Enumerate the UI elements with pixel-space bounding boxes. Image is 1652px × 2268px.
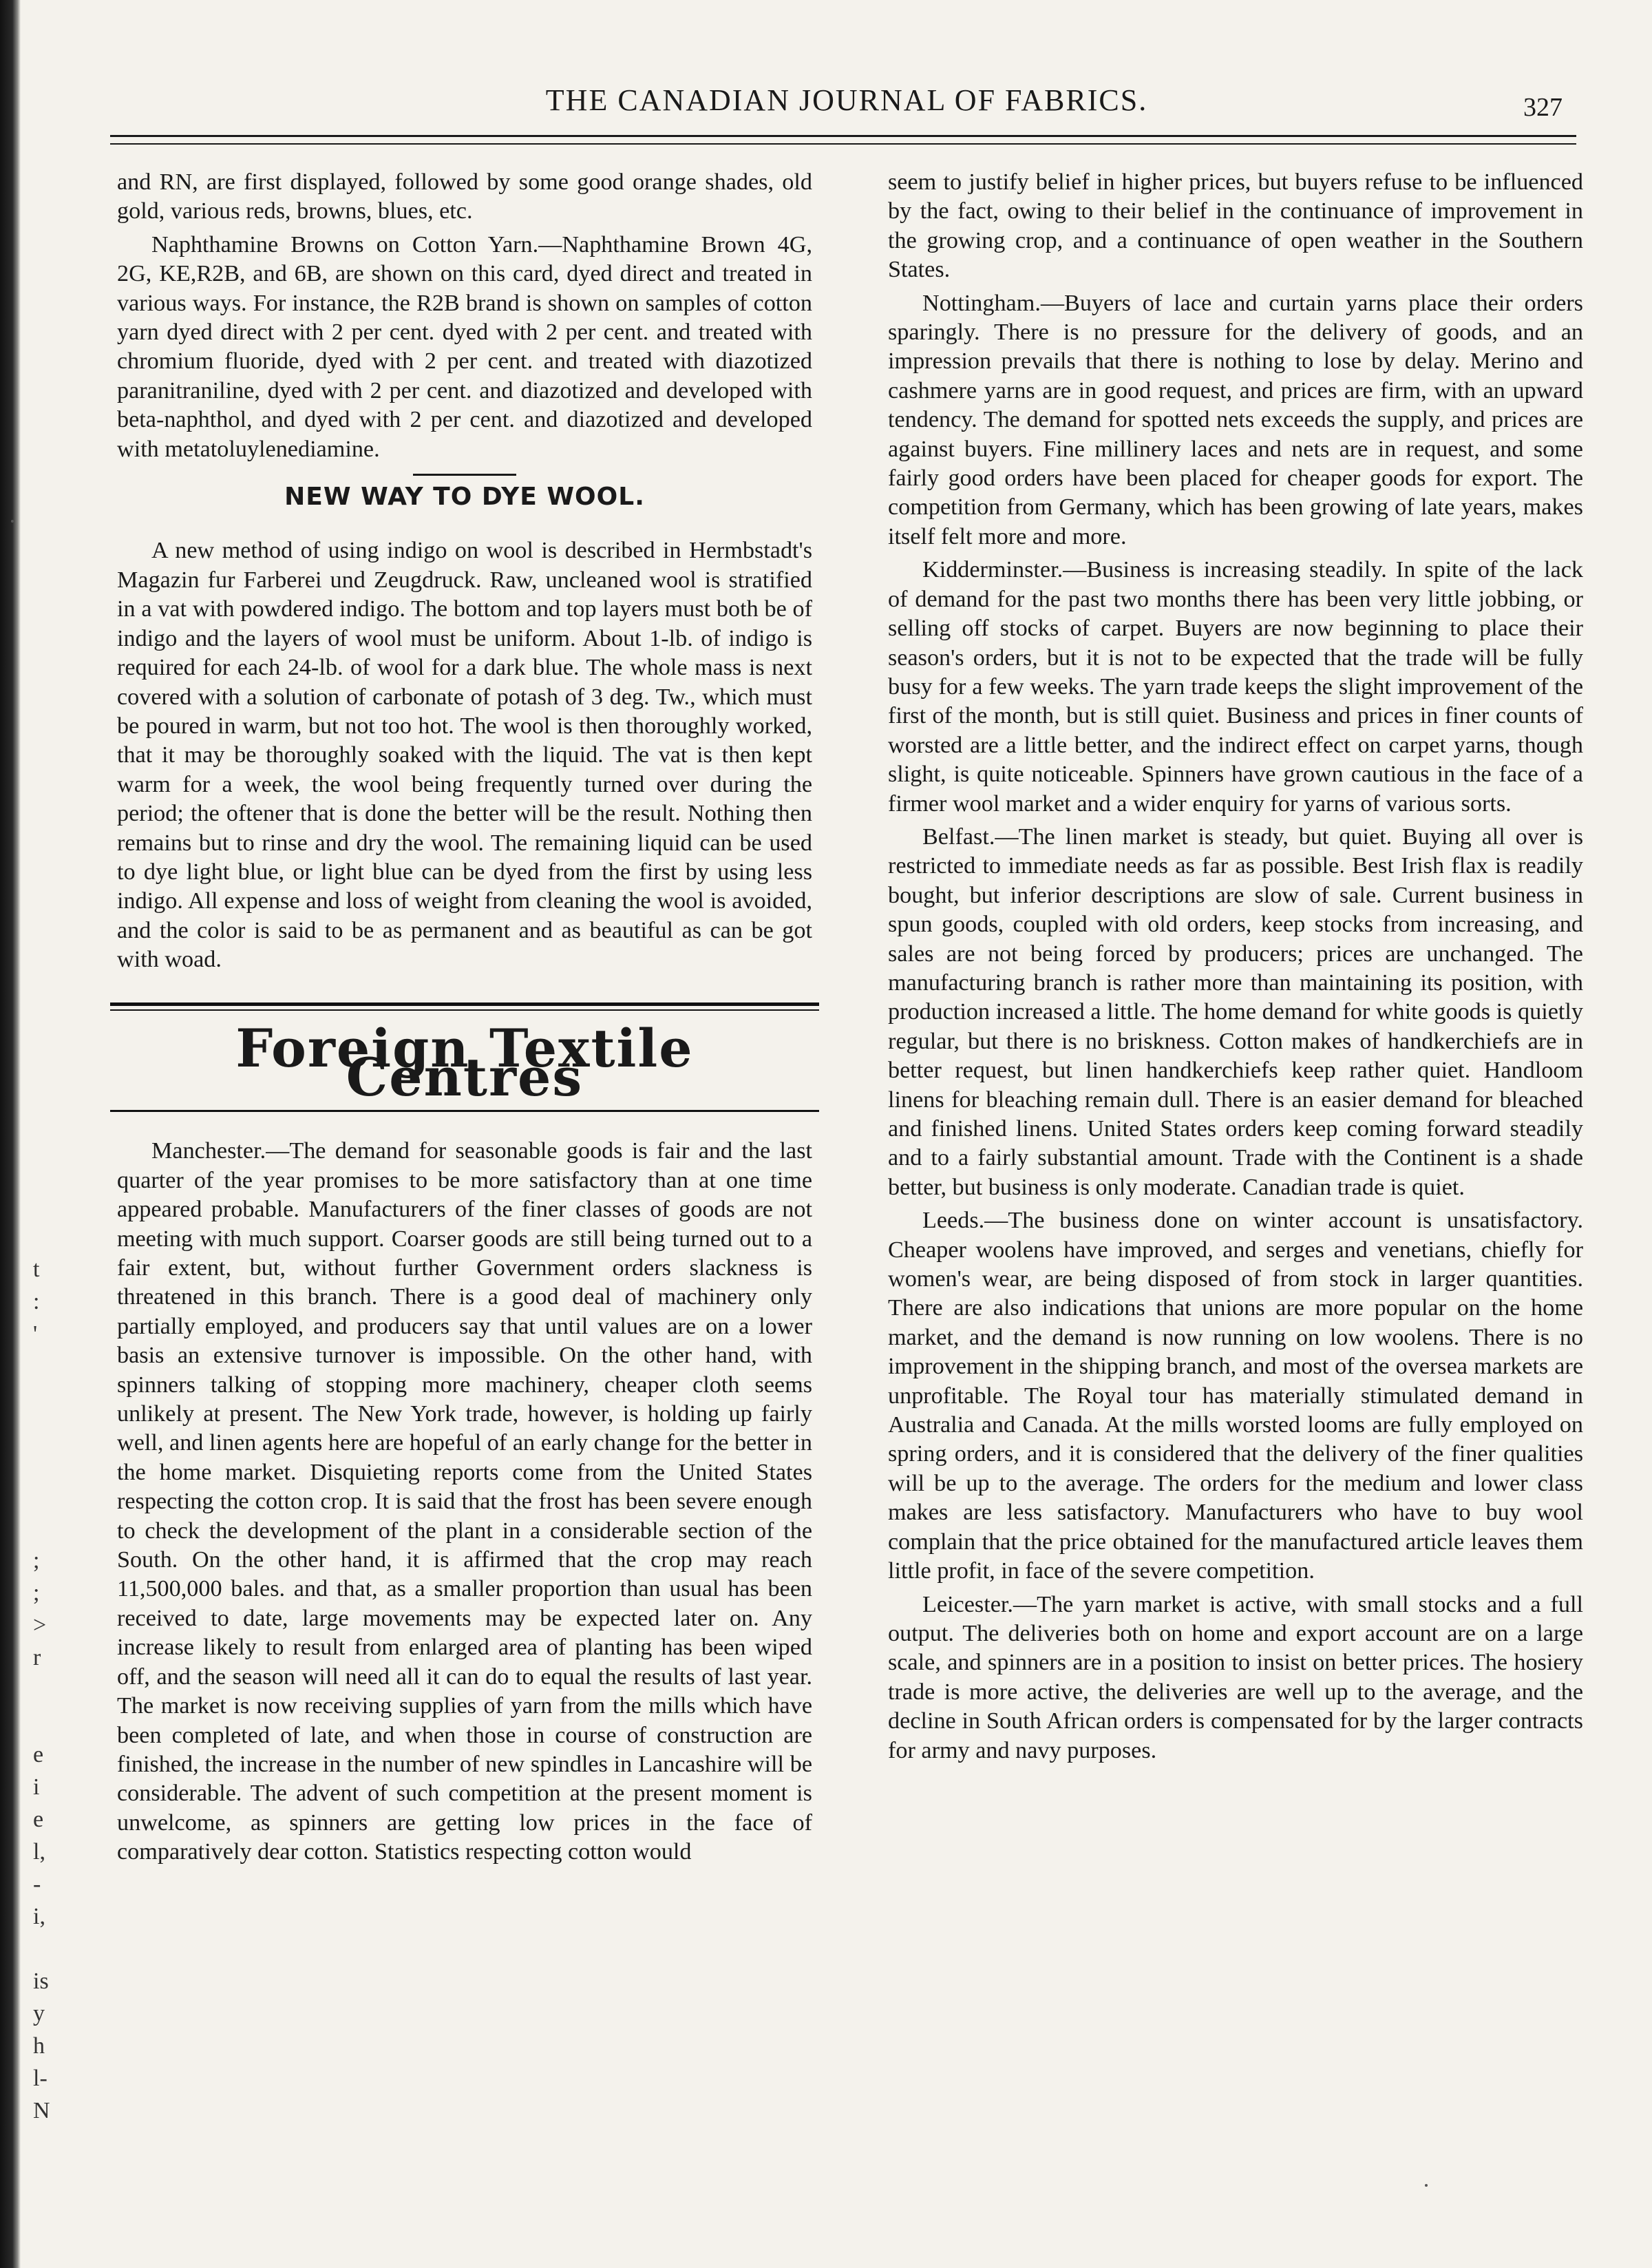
margin-fragment: r	[33, 1645, 41, 1670]
margin-fragment: y	[33, 2001, 45, 2026]
margin-text-fragments	[33, 1253, 61, 2127]
banner-rule-top	[110, 1002, 819, 1006]
margin-fragment	[33, 1933, 61, 1965]
margin-fragment	[33, 1350, 61, 1383]
banner-rule-bottom	[110, 1110, 819, 1112]
paragraph-nottingham: Nottingham.—Buyers of lace and curtain yarns place their orders sparingly. There is no pressure for the delivery of goods, and an impression prevails that there is nothing to lose by delay. Merino and cashmere yarns are in good request, and prices are firm, with an upward tendency. The demand for spotted nets exceeds the supply, and prices are against buyers. Fine millinery laces and nets are in request, and some fairly good orders have been placed for cheaper goods for export. The competition from Germany, which has been growing of late years, makes itself felt more and more.	[888, 290, 1583, 549]
margin-fragment: h	[33, 2033, 45, 2059]
margin-fragment	[33, 1512, 61, 1544]
margin-fragment: is	[33, 1968, 49, 1994]
margin-fragment: i	[33, 1774, 40, 1800]
margin-fragment	[33, 1706, 61, 1739]
margin-fragment: t	[33, 1257, 40, 1282]
paragraph-leicester: Leicester.—The yarn market is active, with small stocks and a full output. The deliveries both on home and export account are on a large scale, and spinners are in a position to insist on better prices. The hosiery trade is more active, the deliveries are well up to the average, and the decline in South African orders is compensated for by the larger contracts for army and navy purposes.	[888, 1591, 1583, 1763]
speck-mark	[1425, 2184, 1428, 2187]
page-number: 327	[1523, 93, 1563, 122]
section-banner-title: Foreign Textile Centres	[235, 1017, 694, 1108]
margin-fragment: e	[33, 1742, 44, 1767]
section-heading: NEW WAY TO DYE WOOL.	[284, 483, 645, 512]
margin-fragment: l,	[33, 1839, 45, 1865]
header-rule	[110, 135, 1576, 145]
margin-fragment	[33, 1415, 61, 1447]
paragraph-continued: seem to justify belief in higher prices, but buyers refuse to be influenced by the fact, owing to their belief in the continuance of improvement in the growing crop, and a continuance of open weather in the Southern States.	[888, 169, 1583, 283]
paragraph-leeds: Leeds.—The business done on winter account is unsatisfactory. Cheaper woolens have improved, and serges and venetians, chiefly for women's wear, are being disposed of from stock in larger quantities. There are also indications that unions are more popular on the home market, and the demand is now running on low woolens. There is no improvement in the shipping branch, and most of the oversea markets are unprofitable. The Royal tour has materially stimulated demand in Australia and Canada. At the mills worsted looms are fully employed on spring orders, and it is considered that the delivery of the finer qualities will be up to the average. The orders for the medium and lower class makes are less satisfactory. Manufacturers who have to buy wool complain that the price obtained for the manufactured article leaves them little profit, in face of the severe competition.	[888, 1208, 1583, 1584]
running-head: THE CANADIAN JOURNAL OF FABRICS.	[545, 83, 1148, 117]
left-column	[117, 168, 812, 1871]
margin-fragment: :	[33, 1289, 40, 1314]
page-header	[110, 83, 1583, 138]
margin-fragment: e	[33, 1807, 44, 1832]
margin-fragment: >	[33, 1613, 47, 1638]
paragraph-manchester: Manchester.—The demand for seasonable goods is fair and the last quarter of the year promises to be more satisfactory than at one time appeared probable. Manufacturers of the finer classes of goods are not meeting with much support. Coarser goods are still being turned out to a fair extent, but, without further Government orders slackness is threatened in this branch. There is a good deal of machinery only partially employed, and producers say that until values are on a lower basis an extensive turnover is impossible. On the other hand, with spinners talking of stopping more machinery, cheaper cloth seems unlikely at present. The New York trade, however, is holding up fairly well, and linen agents here are hopeful of an early change for the better in the home market. Disquieting reports come from the United States respecting the cotton crop. It is said that the frost has been severe enough to check the development of the plant in a considerable section of the South. On the other hand, it is affirmed that the crop may reach 11,500,000 bales. and that, as a smaller proportion than usual has been received to date, large movements may be expected later on. Any increase likely to result from enlarged area of planting has been wiped off, and the season will need all it can do to equal the results of last year. The market is now receiving supplies of yarn from the mills which have been completed of late, and when those in course of construction are finished, the increase in the number of new spindles in Lancashire will be considerable. The advent of such competition at the present moment is unwelcome, as spinners are getting low prices in the face of comparatively dear cotton. Statistics respecting cotton would	[117, 1138, 812, 1865]
margin-fragment	[33, 1383, 61, 1415]
paragraph-kidderminster: Kidderminster.—Business is increasing steadily. In spite of the lack of demand for the past two months there has been very little jobbing, or selling off stocks of carpet. Buyers are now beginning to place their season's orders, but it is not to be expected that the trade will be fully busy for a few weeks. The yarn trade keeps the slight improvement of the first of the month, but is still quiet. Business and prices in finer counts of worsted are a little better, and the indirect effect on carpet yarns, though slight, is quite noticeable. Spinners have grown cautious in the face of a firmer wool market and a wider enquiry for yarns of various sorts.	[888, 557, 1583, 817]
margin-fragment: ;	[33, 1580, 40, 1606]
margin-fragment: i,	[33, 1904, 45, 1929]
margin-fragment: N	[33, 2098, 50, 2123]
paragraph-continued: and RN, are first displayed, followed by some good orange shades, old gold, various reds, browns, blues, etc.	[117, 169, 812, 224]
page-binding-edge	[0, 0, 21, 2268]
margin-fragment	[33, 1480, 61, 1512]
margin-fragment	[33, 1447, 61, 1480]
speck-mark	[11, 520, 14, 523]
paragraph-indigo-method: A new method of using indigo on wool is described in Hermbstadt's Magazin fur Farberei und Zeugdruck. Raw, uncleaned wool is stratified in a vat with powdered indigo. The bottom and top layers must both be of indigo and the layers of wool must be uniform. About 1-lb. of indigo is required for each 24-lb. of wool for a dark blue. The whole mass is next covered with a solution of carbonate of potash of 3 deg. Tw., which must be poured in warm, but not too hot. The wool is then thoroughly worked, that it may be thoroughly soaked with the liquid. The vat is then kept warm for a week, the wool being frequently turned over during the period; the oftener that is done the better will be the result. Nothing then remains but to rinse and dry the wool. The remaining liquid can be used to dye light blue, or light blue can be dyed from the first by using less indigo. All expense and loss of weight from cleaning the wool is avoided, and the color is said to be as permanent and as beautiful as can be got with woad.	[117, 538, 812, 973]
margin-fragment	[33, 1674, 61, 1706]
section-divider	[413, 474, 516, 476]
margin-fragment: ;	[33, 1548, 40, 1573]
margin-fragment: l-	[33, 2066, 47, 2091]
paragraph-naphthamine-browns: Naphthamine Browns on Cotton Yarn.—Naphthamine Brown 4G, 2G, KE,R2B, and 6B, are shown on this card, dyed direct and treated in various ways. For instance, the R2B brand is shown on samples of cotton yarn dyed direct with 2 per cent. dyed with 2 per cent. and treated with chromium fluoride, dyed with 2 per cent. and treated with diazotized paranitraniline, dyed with 2 per cent. and diazotized and developed with beta-naphthol, and dyed with 2 per cent. and diazotized and developed with metatoluylenediamine.	[117, 231, 812, 462]
margin-fragment: '	[33, 1321, 38, 1347]
banner-rule-top-thin	[110, 1009, 819, 1011]
paragraph-belfast: Belfast.—The linen market is steady, but quiet. Buying all over is restricted to immediate needs as far as possible. Best Irish flax is readily bought, but inferior descriptions are slow of sale. Current business in spun goods, coupled with old orders, keep stocks from increasing, and sales are not being forced by producers; prices are unchanged. The manufacturing branch is rather more than maintaining its position, with production increased a little. The home demand for white goods is quietly regular, but there is no briskness. Cotton makes of handkerchiefs are in better request, but linen handkerchiefs keep rather quiet. Handloom linens for bleaching remain dull. There is an easier demand for bleached and finished linens. United States orders keep coming forward steadily and to a fairly substantial amount. Trade with the Continent is a shade better, but business is only moderate. Canadian trade is quiet.	[888, 823, 1583, 1200]
margin-fragment: -	[33, 1871, 41, 1897]
right-column	[888, 168, 1583, 1770]
